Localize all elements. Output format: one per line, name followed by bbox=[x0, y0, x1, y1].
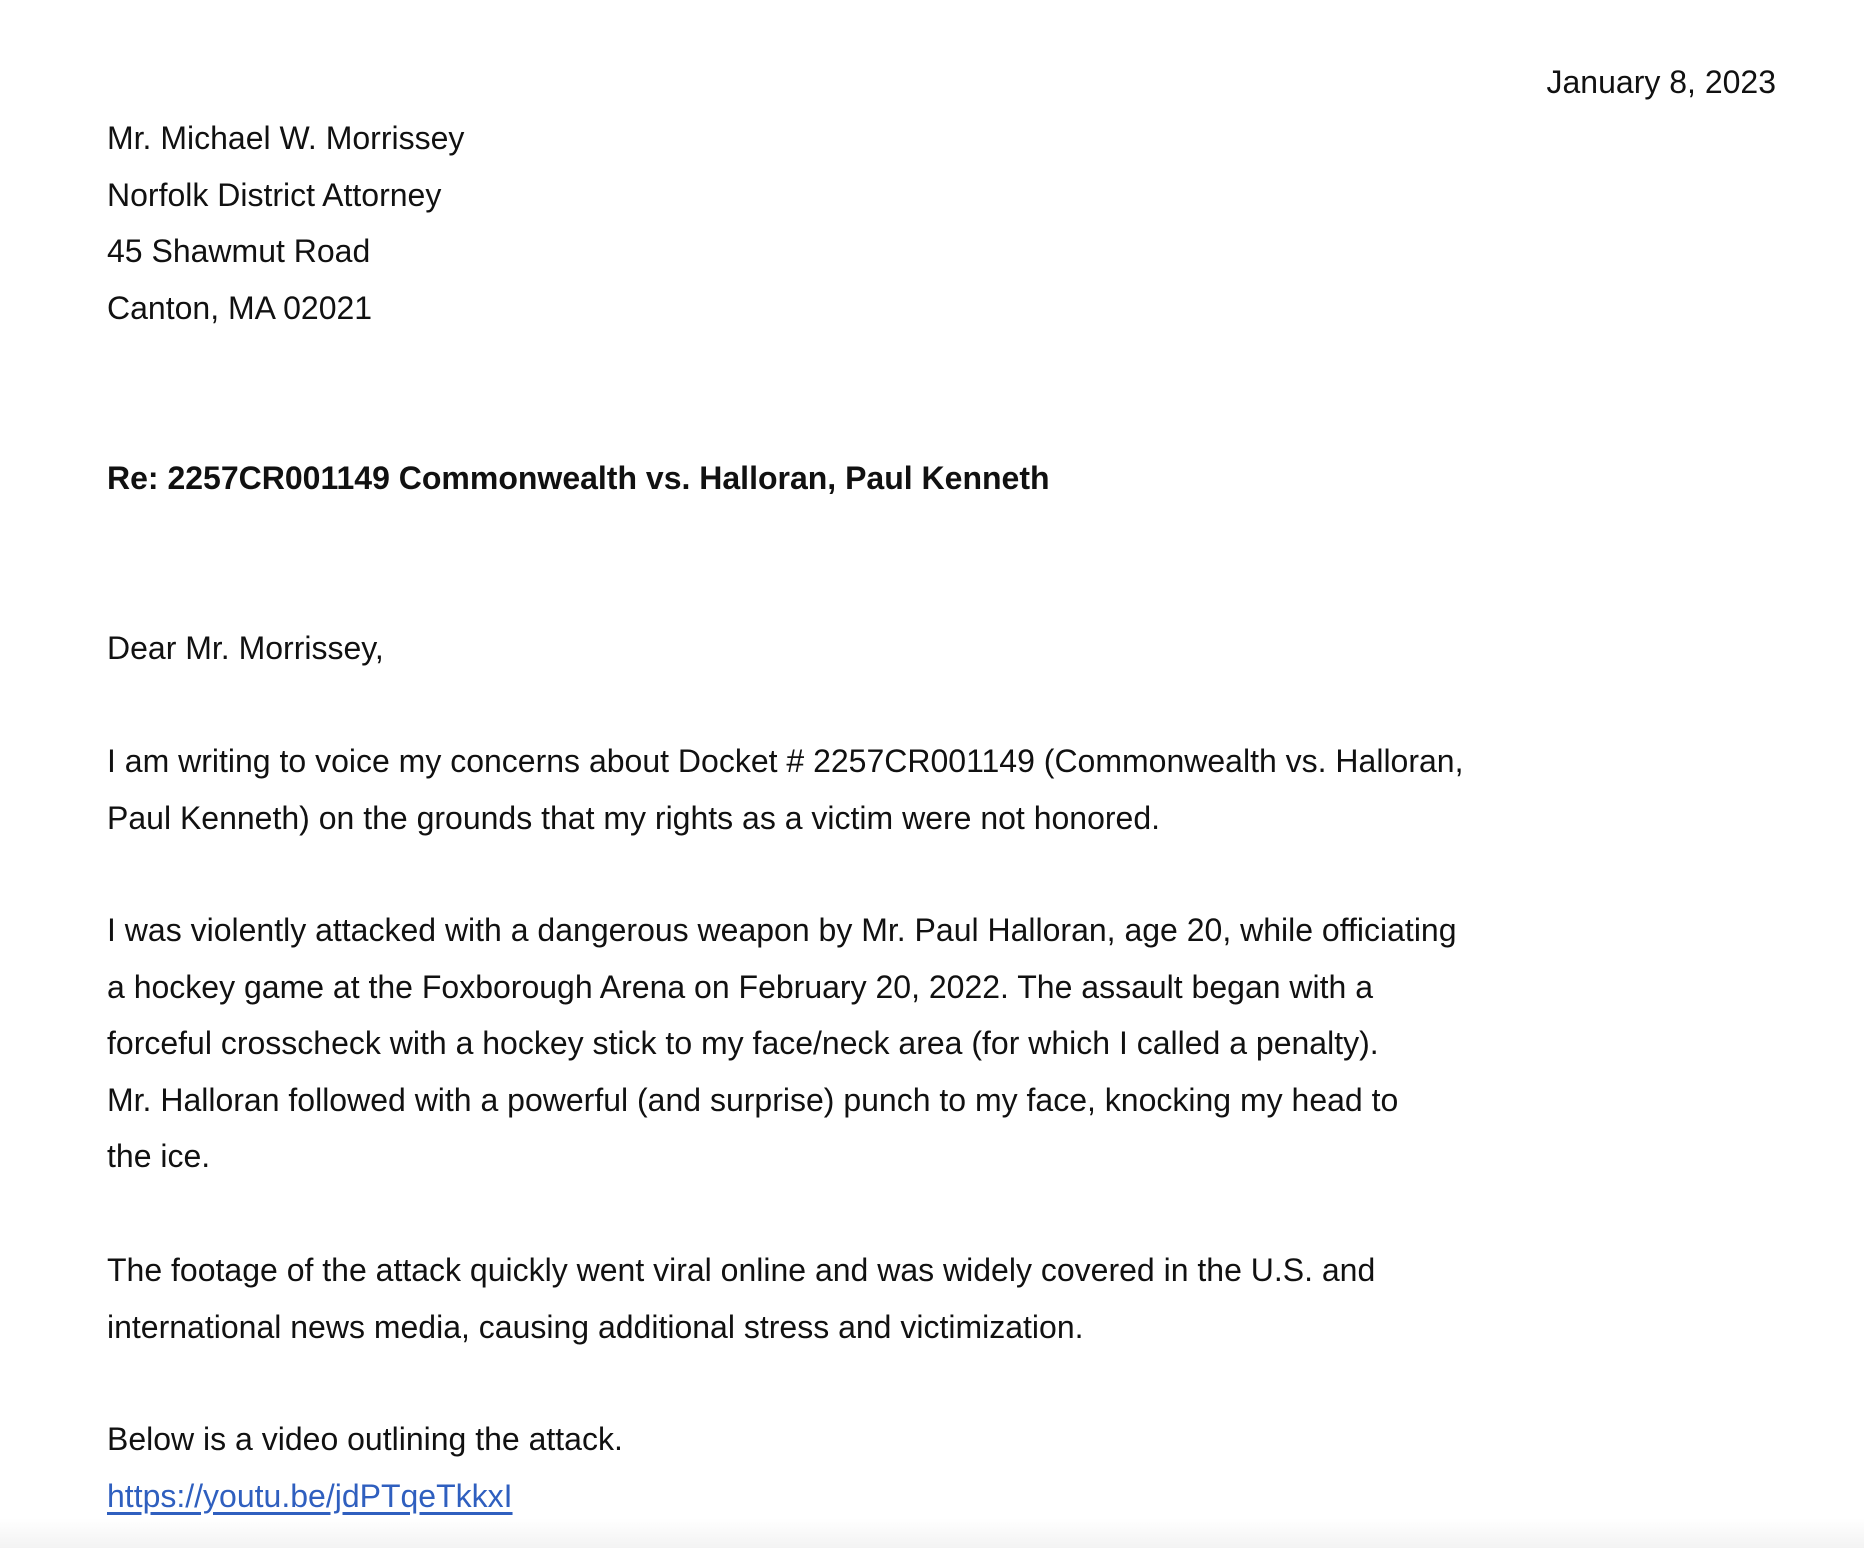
video-link[interactable]: https://youtu.be/jdPTqeTkkxI bbox=[107, 1477, 513, 1514]
paragraph-line: Paul Kenneth) on the grounds that my rights as a victim were not honored. bbox=[107, 799, 1161, 836]
paragraph-line: forceful crosscheck with a hockey stick to my face/neck area (for which I called a penalty). bbox=[107, 1025, 1379, 1061]
recipient-street: 45 Shawmut Road bbox=[107, 233, 371, 269]
salutation: Dear Mr. Morrissey, bbox=[107, 630, 384, 666]
video-intro: Below is a video outlining the attack. bbox=[107, 1421, 623, 1457]
paragraph-1 bbox=[107, 733, 1463, 846]
paragraph-2 bbox=[107, 902, 1457, 1185]
paragraph-line: the ice. bbox=[107, 1138, 211, 1174]
video-section bbox=[107, 1411, 623, 1524]
page-bottom-shadow bbox=[0, 1518, 1864, 1548]
recipient-title: Norfolk District Attorney bbox=[107, 176, 442, 213]
paragraph-line: international news media, causing additional stress and victimization. bbox=[107, 1308, 1084, 1345]
paragraph-line: Mr. Halloran followed with a powerful (and surprise) punch to my face, knocking my head to bbox=[107, 1081, 1399, 1118]
subject-line: Re: 2257CR001149 Commonwealth vs. Halloran, Paul Kenneth bbox=[107, 460, 1050, 496]
paragraph-3 bbox=[107, 1242, 1375, 1355]
paragraph-line: a hockey game at the Foxborough Arena on February 20, 2022. The assault began with a bbox=[107, 968, 1374, 1005]
letter-date: January 8, 2023 bbox=[1546, 64, 1776, 100]
paragraph-line: I am writing to voice my concerns about Docket # 2257CR001149 (Commonwealth vs. Halloran, bbox=[107, 743, 1464, 779]
paragraph-line: The footage of the attack quickly went viral online and was widely covered in the U.S. and bbox=[107, 1252, 1376, 1288]
paragraph-line: I was violently attacked with a dangerous weapon by Mr. Paul Halloran, age 20, while officiating bbox=[107, 912, 1457, 948]
recipient-city: Canton, MA 02021 bbox=[107, 289, 373, 326]
recipient-name: Mr. Michael W. Morrissey bbox=[107, 120, 465, 156]
recipient-address bbox=[107, 110, 464, 336]
